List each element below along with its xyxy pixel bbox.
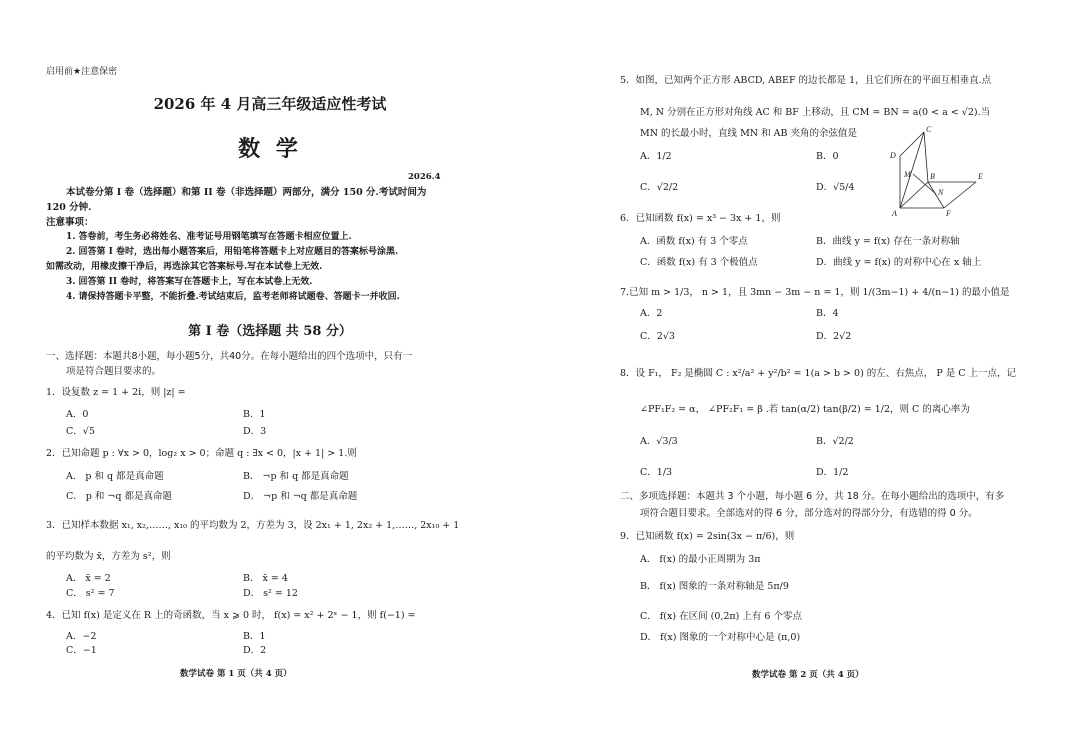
q8-option-a: A．√3/3 (640, 436, 678, 447)
q1-option-a: A．0 (66, 409, 89, 420)
label-n: N (938, 188, 944, 197)
question-8-line-2: ∠PF₁F₂ = α， ∠PF₂F₁ = β .若 tan(α/2) tan(β/2) = 1/2，则 C 的离心率为 (640, 404, 970, 415)
page-1-footer: 数学试卷 第 1 页（共 4 页） (180, 669, 292, 679)
q4-option-d: D．2 (243, 645, 267, 656)
question-3-line-2: 的平均数为 x̄，方差为 s²，则 (46, 551, 171, 562)
note-2: 2. 回答第 I 卷时，选出每小题答案后，用铅笔将答题卡上对应题目的答案标号涂黑. (66, 247, 399, 257)
page-2-footer: 数学试卷 第 2 页（共 4 页） (752, 670, 864, 680)
note-4: 4. 请保持答题卡平整，不能折叠.考试结束后，监考老师将试题卷、答题卡一并收回. (66, 292, 400, 302)
q3-option-d: D． s² = 12 (243, 588, 298, 599)
q1-option-d: D．3 (243, 426, 267, 437)
q9-option-a: A． f(x) 的最小正周期为 3π (640, 554, 761, 565)
q5-option-b: B．0 (816, 151, 839, 162)
intro-line-1: 本试卷分第 I 卷（选择题）和第 II 卷（非选择题）两部分，满分 150 分.考试时间为 (66, 187, 427, 198)
q6-option-a: A．函数 f(x) 有 3 个零点 (640, 236, 748, 247)
exam-date: 2026.4 (408, 172, 441, 182)
q3-option-a: A． x̄ = 2 (66, 573, 111, 584)
q7-option-b: B．4 (816, 308, 839, 319)
question-4: 4．已知 f(x) 是定义在 R 上的奇函数，当 x ⩾ 0 时， f(x) = x² + 2ˣ − 1，则 f(−1) = (46, 610, 416, 621)
question-8-line-1: 8．设 F₁， F₂ 是椭圆 C : x²/a² + y²/b² = 1(a > b > 0) 的左、右焦点， P 是 C 上一点，记 (620, 368, 1017, 379)
q2-option-c: C． p 和 ¬q 都是真命题 (66, 491, 172, 502)
q5-option-d: D．√5/4 (816, 182, 855, 193)
q7-option-d: D．2√2 (816, 331, 852, 342)
label-a: A (892, 209, 897, 218)
label-f: F (946, 209, 951, 218)
q8-option-c: C．1/3 (640, 467, 673, 478)
q6-option-d: D．曲线 y = f(x) 的对称中心在 x 轴上 (816, 257, 982, 268)
q5-option-c: C．√2/2 (640, 182, 679, 193)
q9-option-c: C． f(x) 在区间 (0,2π) 上有 6 个零点 (640, 611, 802, 622)
q9-option-b: B． f(x) 图象的一条对称轴是 5π/9 (640, 581, 789, 592)
q4-option-c: C．−1 (66, 645, 97, 656)
question-5-line-3: MN 的长最小时，直线 MN 和 AB 夹角的余弦值是 (640, 128, 858, 139)
question-2: 2．已知命题 p : ∀x > 0，log₂ x > 0；命题 q : ∃x < 0，|x + 1| > 1.则 (46, 448, 357, 459)
q6-option-c: C．函数 f(x) 有 3 个极值点 (640, 257, 758, 268)
section1-line-1: 一、选择题：本题共8小题，每小题5分，共40分。在每小题给出的四个选项中，只有一 (46, 351, 413, 362)
section1-line-2: 项是符合题目要求的。 (66, 366, 162, 377)
q9-option-d: D． f(x) 图象的一个对称中心是 (π,0) (640, 632, 801, 643)
q8-option-b: B．√2/2 (816, 436, 854, 447)
q7-option-c: C．2√3 (640, 331, 675, 342)
question-5-line-1: 5．如图，已知两个正方形 ABCD, ABEF 的边长都是 1，且它们所在的平面互相垂直.点 (620, 75, 992, 86)
notes-title: 注意事项： (46, 217, 94, 228)
label-e: E (978, 172, 983, 181)
note-2-cont: 如需改动，用橡皮擦干净后，再选涂其它答案标号.写在本试卷上无效. (46, 262, 323, 272)
question-9: 9．已知函数 f(x) = 2sin(3x − π/6)，则 (620, 531, 795, 542)
q4-option-b: B．1 (243, 631, 266, 642)
note-1: 1. 答卷前，考生务必将姓名、准考证号用钢笔填写在答题卡相应位置上. (66, 232, 352, 242)
q7-option-a: A．2 (640, 308, 663, 319)
q2-option-b: B． ¬p 和 q 都是真命题 (243, 471, 349, 482)
exam-page-2 (540, 0, 1080, 729)
geometry-figure (886, 124, 990, 218)
edge-ef (944, 182, 976, 208)
question-6: 6．已知函数 f(x) = x³ − 3x + 1，则 (620, 213, 781, 224)
q2-option-d: D． ¬p 和 ¬q 都是真命题 (243, 491, 358, 502)
label-c: C (926, 125, 932, 134)
q1-option-b: B．1 (243, 409, 266, 420)
question-7: 7.已知 m > 1/3， n > 1，且 3mn − 3m − n = 1，则 1/(3m−1) + 4/(n−1) 的最小值是 (620, 287, 1010, 298)
note-3: 3. 回答第 II 卷时，将答案写在答题卡上，写在本试卷上无效. (66, 277, 313, 287)
q4-option-a: A．−2 (66, 631, 97, 642)
part1-title: 第 I 卷（选择题 共 58 分） (188, 324, 352, 339)
q8-option-d: D．1/2 (816, 467, 849, 478)
exam-title: 2026 年 4 月高三年级适应性考试 (153, 95, 387, 113)
label-d: D (890, 151, 896, 160)
label-b: B (930, 172, 935, 181)
question-3-line-1: 3．已知样本数据 x₁, x₂,……, x₁₀ 的平均数为 2，方差为 3，设 2x₁ + 1, 2x₂ + 1,……, 2x₁₀ + 1 (46, 520, 460, 531)
edge-cb (924, 132, 928, 182)
secret-label: 启用前★注意保密 (46, 67, 118, 77)
section2-line-2: 项符合题目要求。全部选对的得 6 分，部分选对的得部分分，有选错的得 0 分。 (640, 508, 978, 519)
subject-title: 数 学 (238, 136, 302, 162)
section2-line-1: 二、多项选择题：本题共 3 个小题，每小题 6 分，共 18 分。在每小题给出的选项中，有多 (620, 491, 1005, 502)
q3-option-c: C． s² = 7 (66, 588, 115, 599)
intro-line-2: 120 分钟. (46, 202, 92, 213)
q3-option-b: B． x̄ = 4 (243, 573, 288, 584)
q1-option-c: C．√5 (66, 426, 95, 437)
q2-option-a: A． p 和 q 都是真命题 (66, 471, 164, 482)
question-5-line-2: M, N 分别在正方形对角线 AC 和 BF 上移动，且 CM = BN = a(0 < a < √2).当 (640, 107, 991, 118)
q6-option-b: B．曲线 y = f(x) 存在一条对称轴 (816, 236, 960, 247)
q5-option-a: A．1/2 (640, 151, 672, 162)
question-1: 1．设复数 z = 1 + 2i，则 |z| = (46, 387, 186, 398)
label-m: M (904, 170, 911, 179)
